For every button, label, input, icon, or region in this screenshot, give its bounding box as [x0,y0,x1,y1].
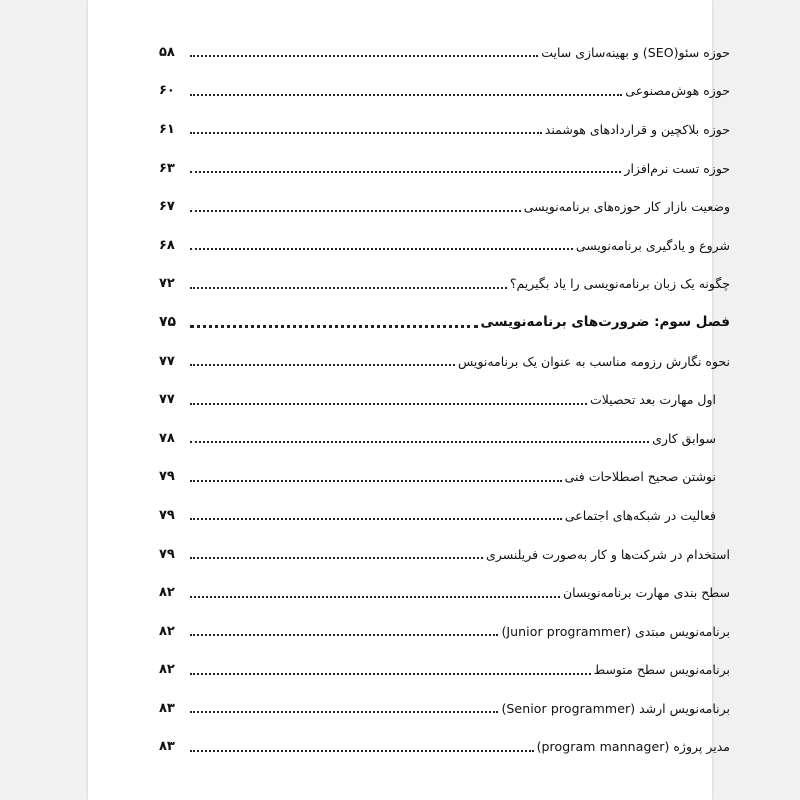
toc-entry-page-number: ۸۳ [159,700,175,716]
toc-entry-page-number: ۸۲ [159,585,175,601]
toc-entry [159,496,730,535]
dot-leader [190,596,560,598]
toc-entry [159,110,730,149]
toc-entry-title: مدیر پروژه (program mannager) [536,739,730,755]
dot-leader [190,55,538,57]
toc-entry-title: فعالیت در شبکه‌های اجتماعی [564,507,716,523]
dot-leader [190,711,498,713]
toc-entry-page-number: ۵۸ [159,44,175,60]
toc-entry-title: نوشتن صحیح اصطلاحات فنی [564,469,716,485]
toc-entry-title: سوابق کاری [652,430,716,446]
toc-entry-title: حوزه تست نرم‌افزار [624,160,730,176]
toc-entry-page-number: ۷۵ [159,314,177,331]
dot-leader [190,132,542,134]
toc-entry-title: نحوه نگارش رزومه مناسب به عنوان یک برنامه‌نویس [458,353,730,369]
toc-entry [159,535,730,574]
dot-leader [190,518,562,520]
dot-leader [190,557,483,559]
toc-entry-page-number: ۷۲ [159,276,175,292]
toc-entry [159,187,730,226]
toc-entry-title: استخدام در شرکت‌ها و کار به‌صورت فریلنسری [486,546,730,562]
toc-entry-title: برنامه‌نویس مبتدی (Junior programmer) [501,623,730,639]
toc-entry [159,728,730,767]
toc-entry [159,72,730,111]
toc-entry-title: حوزه بلاکچین و قراردادهای هوشمند [544,121,730,137]
toc-entry-page-number: ۶۱ [159,121,175,137]
toc-entry [159,612,730,651]
toc-entry-title: فصل سوم: ضرورت‌های برنامه‌نویسی [480,314,730,331]
toc-entry-page-number: ۷۹ [159,507,175,523]
toc-entry-page-number: ۶۷ [159,199,175,215]
toc-entry [159,149,730,188]
toc-entry-page-number: ۶۳ [159,160,175,176]
toc-entry [159,226,730,265]
toc-entry-title: چگونه یک زبان برنامه‌نویسی را یاد بگیریم؟ [509,276,730,292]
toc-entry [159,265,730,304]
dot-leader [190,673,591,675]
dot-leader [190,325,478,328]
dot-leader [190,287,507,289]
toc-entry-page-number: ۷۷ [159,392,175,408]
toc-entry-page-number: ۶۰ [159,83,175,99]
toc-entry-title: حوزه هوش‌مصنوعی [625,83,730,99]
toc-entry [159,33,730,72]
toc-entry-page-number: ۶۸ [159,237,175,253]
toc-entry-title: حوزه سئو(SEO) و بهینه‌سازی سایت [541,44,730,60]
dot-leader [190,210,521,212]
toc-entry-page-number: ۷۷ [159,353,175,369]
toc-entry [159,380,730,419]
table-of-contents [159,33,730,766]
toc-entry-title: وضعیت بازار کار حوزه‌های برنامه‌نویسی [523,199,730,215]
toc-chapter-heading [159,303,730,342]
toc-entry-page-number: ۸۳ [159,739,175,755]
toc-entry [159,689,730,728]
toc-entry [159,419,730,458]
toc-entry-page-number: ۸۲ [159,623,175,639]
dot-leader [190,634,498,636]
dot-leader [190,480,562,482]
dot-leader [190,171,621,173]
dot-leader [190,94,622,96]
toc-entry [159,458,730,497]
toc-entry-page-number: ۷۹ [159,469,175,485]
toc-entry [159,342,730,381]
toc-entry-title: برنامه‌نویس ارشد (Senior programmer) [501,700,730,716]
dot-leader [190,403,587,405]
toc-entry [159,573,730,612]
dot-leader [190,441,649,443]
toc-entry-title: برنامه‌نویس سطح متوسط [593,662,730,678]
toc-entry [159,651,730,690]
toc-entry-title: شروع و یادگیری برنامه‌نویسی [575,237,730,253]
dot-leader [190,248,573,250]
toc-entry-page-number: ۷۹ [159,546,175,562]
dot-leader [190,750,534,752]
toc-entry-title: سطح بندی مهارت برنامه‌نویسان [563,585,730,601]
toc-entry-page-number: ۸۲ [159,662,175,678]
dot-leader [190,364,455,366]
document-page [88,0,730,800]
toc-entry-page-number: ۷۸ [159,430,175,446]
toc-entry-title: اول مهارت بعد تحصیلات [589,392,716,408]
